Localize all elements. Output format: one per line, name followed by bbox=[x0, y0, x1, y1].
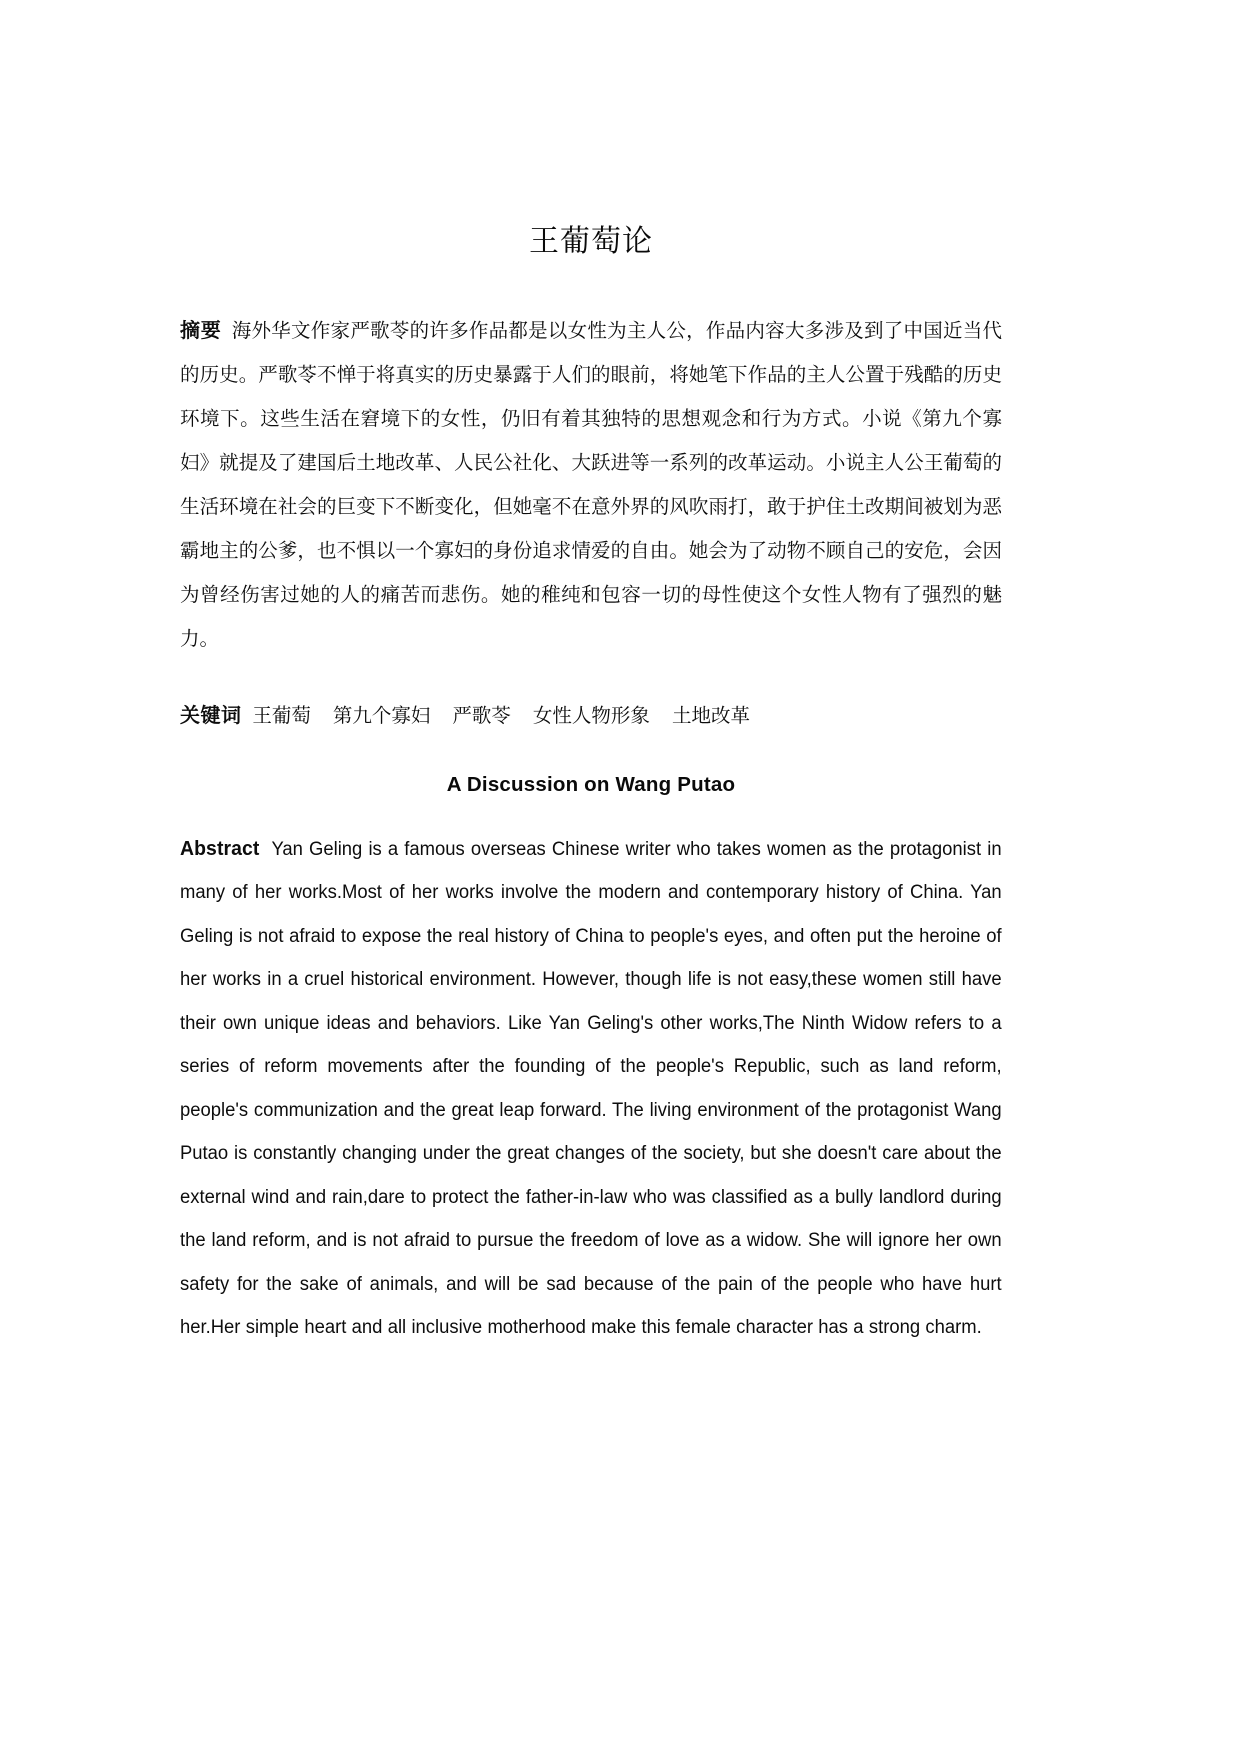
page-content bbox=[180, 0, 1002, 1369]
keyword-item: 女性人物形象 bbox=[532, 706, 650, 727]
english-title: A Discussion on Wang Putao bbox=[446, 773, 736, 796]
page-title: 王葡萄论 bbox=[529, 225, 653, 258]
english-abstract-paragraph bbox=[180, 828, 1002, 1350]
english-abstract-label: Abstract bbox=[180, 837, 260, 860]
keyword-item: 土地改革 bbox=[671, 706, 750, 727]
keyword-item: 王葡萄 bbox=[252, 706, 311, 727]
chinese-abstract-label: 摘要 bbox=[180, 320, 222, 342]
chinese-abstract-paragraph bbox=[180, 309, 1002, 662]
english-abstract-text: Yan Geling is a famous overseas Chinese writer who takes women as the protagonist in many of her works.Most of her works involve the modern and contemporary history of China. Yan Geling is not afraid to expose the real history of China to people's eyes, and often put the heroine of her works in a cruel historical environment. However, though life is not easy,these women still have their own unique ideas and behaviors. Like Yan Geling's other works,The Ninth Widow refers to a series of reform movements after the founding of the people's Republic, such as land reform, people's communization and the great leap forward. The living environment of the protagonist Wang Putao is constantly changing under the great changes of the society, but she doesn't care about the external wind and rain,dare to protect the father-in-law who was classified as a bully landlord during the land reform, and is not afraid to pursue the freedom of love as a widow. She will ignore her own safety for the sake of animals, and will be sad because of the pain of the people who have hurt her.Her simple heart and all inclusive motherhood make this female character has a strong charm. bbox=[180, 838, 1002, 1339]
chinese-keywords-label: 关键词 bbox=[180, 705, 242, 727]
chinese-keywords bbox=[180, 696, 1002, 737]
keyword-item: 第九个寡妇 bbox=[332, 706, 431, 727]
keyword-item: 严歌苓 bbox=[452, 706, 511, 727]
chinese-abstract-text: 海外华文作家严歌苓的许多作品都是以女性为主人公，作品内容大多涉及到了中国近当代的历史。严歌苓不惮于将真实的历史暴露于人们的眼前，将她笔下作品的主人公置于残酷的历史环境下。这些生活在窘境下的女性，仍旧有着其独特的思想观念和行为方式。小说《第九个寡妇》就提及了建国后土地改革、人民公社化、大跃进等一系列的改革运动。小说主人公王葡萄的生活环境在社会的巨变下不断变化，但她毫不在意外界的风吹雨打，敢于护住土改期间被划为恶霸地主的公爹，也不惧以一个寡妇的身份追求情爱的自由。她会为了动物不顾自己的安危，会因为曾经伤害过她的人的痛苦而悲伤。她的稚纯和包容一切的母性使这个女性人物有了强烈的魅力。 bbox=[180, 321, 1002, 650]
